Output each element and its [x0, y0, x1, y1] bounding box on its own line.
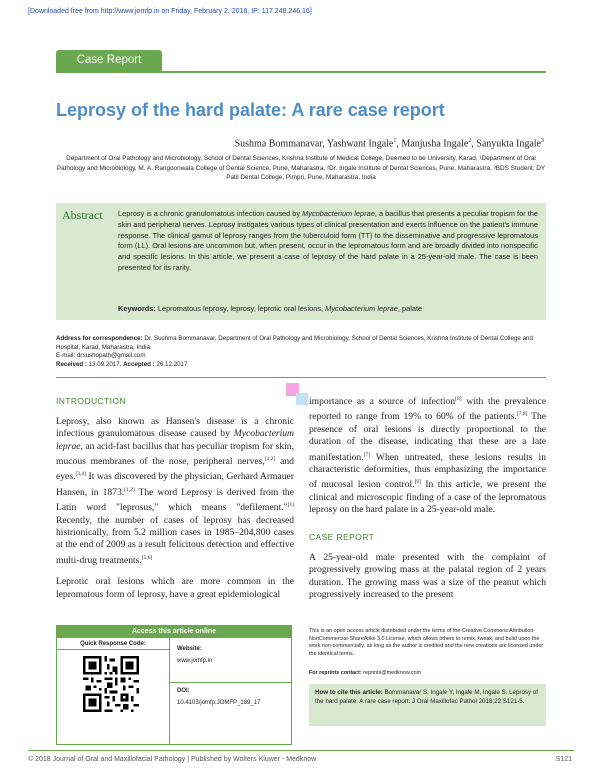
qr-code-icon[interactable]: [83, 656, 139, 712]
right-text-a: importance as a source of infection: [309, 396, 456, 408]
intro-ref-2[interactable]: [3,4]: [75, 471, 86, 478]
accepted-date: 26.12.2017: [156, 360, 188, 368]
right-ref-3[interactable]: [7]: [363, 451, 371, 458]
intro-ref-3[interactable]: [1,2]: [124, 486, 135, 493]
intro-ref-5[interactable]: [5,6]: [141, 554, 153, 561]
author-2-affil: 1: [393, 138, 397, 144]
doi-label: DOI:: [177, 688, 190, 694]
website-label: Website:: [177, 646, 202, 652]
keywords-label: Keywords:: [118, 304, 158, 313]
abstract-species: Mycobacterium leprae: [302, 209, 375, 218]
citation-label: How to cite this article:: [315, 689, 385, 696]
author-4-affil: 3: [541, 138, 544, 144]
author-4: , Sanyukta Ingale: [471, 138, 541, 150]
abstract-text: [118, 209, 538, 274]
correspondence: [56, 335, 546, 369]
footer-journal: © 2018 Journal of Oral and Maxillofacial Pathology | Published by Wolters Kluwer - Medknow: [28, 756, 317, 763]
intro-column: [56, 416, 294, 610]
right-text-c: The presence of oral lesions is directly proportional to the duration of the disease, indicating that these are a late manifestation.: [309, 411, 546, 463]
author-2: Yashwant Ingale: [326, 138, 394, 150]
intro-paragraph-1: [56, 416, 294, 567]
correspondence-email[interactable]: E-mail: drsushopath@gmail.com: [56, 352, 146, 360]
intro-species: Mycobacterium leprae: [56, 428, 294, 452]
case-paragraph-1: A 25-year-old male presented with the complaint of progressively growing mass at the palatal region of 2 years duration. The growing mass was a size of the peanut which progressively increased to the present: [309, 552, 546, 600]
keywords-text: Lepromatous leprosy, leprosy, leprotic oral lesions,: [157, 304, 326, 313]
case-report-heading: CASE REPORT: [309, 532, 375, 542]
intro-ref-4[interactable]: [1]: [287, 502, 294, 509]
qr-label: Quick Response Code:: [57, 639, 169, 650]
case-report-column: [309, 552, 546, 610]
right-paragraph-1: [309, 393, 546, 516]
author-list: [235, 138, 544, 149]
intro-text-f: Recently, the number of cases of leprosy has decreased histrionically, from 5.2 million cases in 1985–204,800 cases at the end of 2009 as a result felicitous detection and effective multi-drug treatments.: [56, 514, 294, 566]
intro-ref-1[interactable]: [1,2]: [264, 455, 276, 462]
keywords-species: Mycobacterium leprae: [325, 304, 398, 313]
section-tab: Case Report: [56, 50, 162, 71]
intro-paragraph-2: Leprotic oral lesions which are more common in the lepromatous form of leprosy, have a great epidemiological: [56, 576, 294, 600]
received-label: Received :: [56, 360, 89, 368]
author-3-affil: 2: [468, 138, 472, 144]
decor-square-blue: [296, 393, 308, 405]
intro-text-d: It was discovered by the physician, Gerhard Armauer Hansen, in 1873.: [56, 471, 294, 499]
access-heading: Access this article online: [57, 626, 291, 638]
intro-text-b: , an acid-fast bacillus that has peculiar tropism for skin, mucous membranes of the nose, peripheral nerves,: [56, 440, 294, 468]
citation-box: [309, 684, 546, 726]
header-divider: [56, 377, 546, 378]
intro-heading: INTRODUCTION: [56, 396, 126, 406]
reprints-contact: [309, 670, 421, 676]
keywords: [118, 304, 538, 313]
reprints-email[interactable]: reprints@medknow.com: [363, 670, 422, 676]
abstract-p1: Leprosy is a chronic granulomatous infection caused by: [118, 209, 303, 218]
received-date: 13.09.2017,: [88, 360, 124, 368]
citation-text: Bommanavar S, Ingale Y, Ingale M, Ingale S. Leprosy of the hard palate: A rare case report. J Oral Maxillofac Pathol 2018;22:S121-5.: [315, 689, 538, 705]
correspondence-label: Address for correspondence:: [56, 335, 145, 342]
author-1: Sushma Bommanavar,: [234, 138, 327, 150]
keywords-end: , palate: [397, 304, 423, 313]
abstract-p1-rest: , a bacillus that presents a peculiar tropism for the skin and peripheral nerves. Leprosy instigates various types of clinical presentation and exerts influence on the patient's immune response. The clinical gamut of leprosy ranges from the tuberculoid form (TT) to the disseminative and progressive lepromatous form (LL). Oral lesions are uncommon but, when present, occur in the lepromatous form and are broadly divided into nonspecific and specific lesions. In this article, we present a case of leprosy of the hard palate in a 25-year-old male. The case is been presented for its rarity.: [118, 209, 538, 272]
correspondence-text: Dr. Sushma Bommanavar, Department of Oral Pathology and Microbiology, School of Dental Sciences, Krishna Institute of Dental College and Hospital, Karad, Maharastra, India.: [56, 335, 533, 351]
right-ref-4[interactable]: [9]: [414, 479, 421, 486]
affiliations: Department of Oral Pathology and Microbiology, School of Dental Sciences, Krishna Institute of Medical College, Deemed to be University, Karad, ¹Department of Oral Pathology and Microbiology, M. A. Rangoonwala College of Dental Science, Pune, Maharastra, ²Dr. Ingale Institute of Dental Sciences, Pune, Maharastra, ³BDS Student, DY Patil Dental College, Pimpri, Pune, Maharastra, India: [56, 155, 546, 181]
article-title: Leprosy of the hard palate: A rare case report: [56, 100, 445, 120]
license-text: This is an open access article distributed under the terms of the Creative Commons Attribution-NonCommercial-ShareAlike 3.0 License, which allows others to remix, tweak, and build upon the work non-commercially, as long as the author is credited and the new creations are licensed under the identical terms.: [309, 628, 544, 657]
access-divider-vertical: [169, 638, 170, 745]
doi-link[interactable]: 10.4103/jomfp.JOMFP_189_17: [177, 700, 261, 706]
right-ref-1[interactable]: [8]: [455, 396, 462, 402]
reprints-label: For reprints contact:: [309, 670, 364, 676]
accepted-label: Accepted :: [123, 360, 157, 368]
intro-text-e: The word Leprosy is derived from the Latin word "leprosus," which means "defilement.": [56, 487, 294, 514]
website-link[interactable]: www.jomfp.in: [177, 658, 213, 664]
intro-text-a: Leprosy, also known as Hansen's disease is a chronic infectious granulomatous disease caused by: [56, 416, 294, 440]
right-text-b: with the prevalence reported to range from 19% to 60% of the patients.: [309, 396, 546, 423]
section-divider: [56, 71, 546, 73]
abstract-label: Abstract: [62, 208, 103, 222]
author-3: , Manjusha Ingale: [396, 138, 469, 150]
abstract-box: [56, 203, 546, 320]
right-text-e: In this article, we present the clinical and microscopic finding of a case of the lepromatous leprosy on the hard palate in a 25-year-old male.: [309, 479, 547, 516]
access-article-box: [56, 625, 292, 745]
footer-page-number: S121: [555, 756, 572, 763]
right-ref-2[interactable]: [7,8]: [516, 411, 528, 418]
access-divider-horizontal: [170, 682, 292, 683]
intro-text-c: and eyes.: [56, 456, 294, 483]
download-note: [Downloaded free from http://www.jomfp.in on Friday, February 2, 2018, IP: 117.248.246.16]: [28, 8, 312, 15]
right-column: [309, 393, 546, 525]
right-text-d: When untreated, these lesions results in characteristic deformities, thus emphasizing the importance of mucosal lesion control.: [309, 451, 546, 491]
footer-divider: [28, 750, 574, 751]
